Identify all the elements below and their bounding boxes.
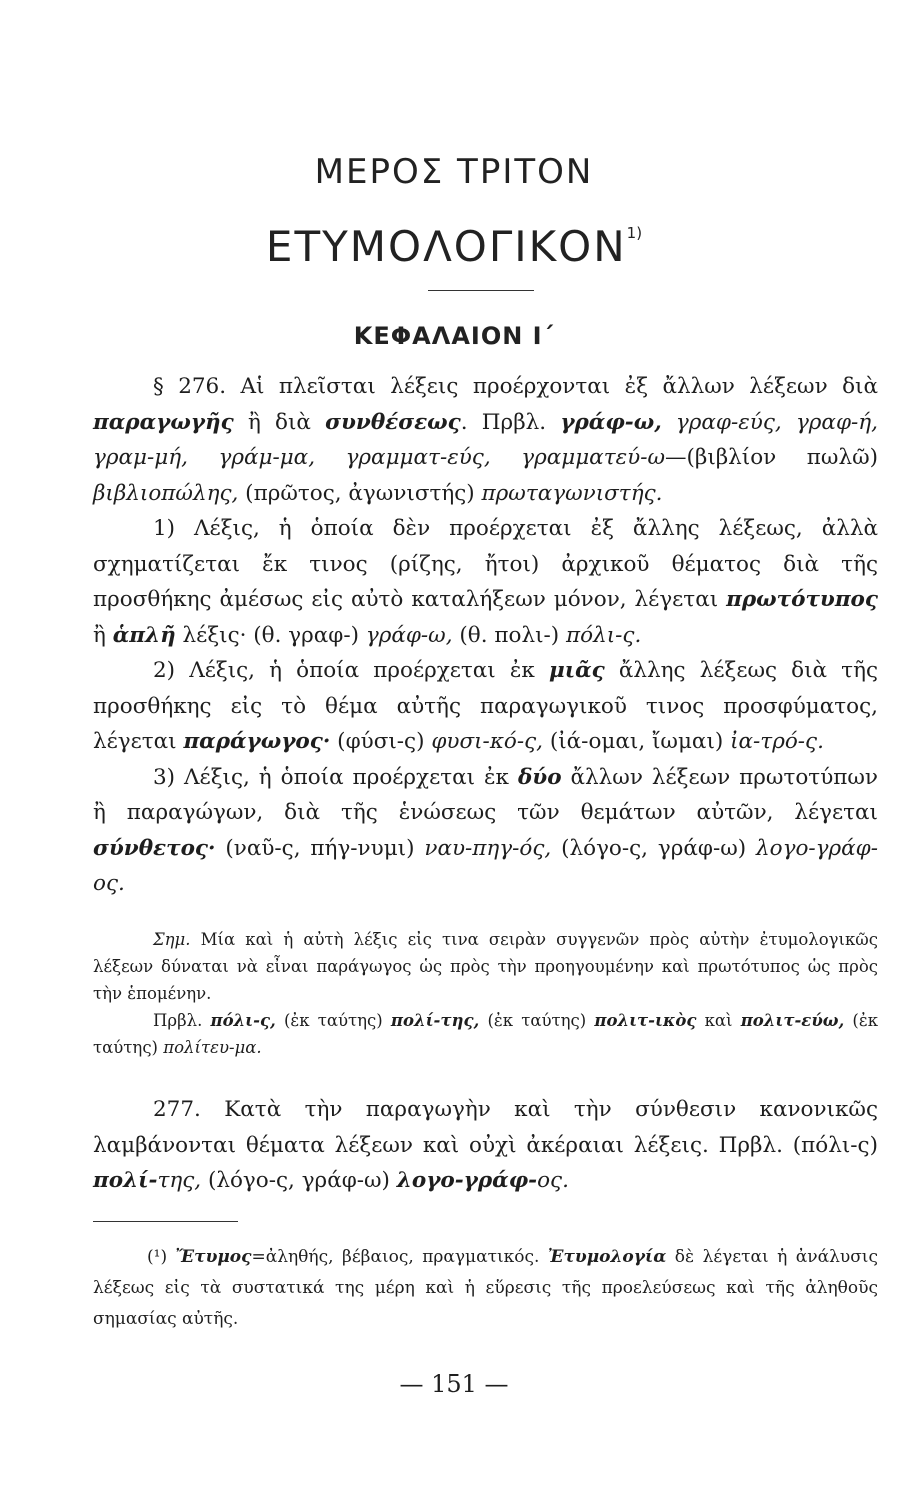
text: (πρῶτος, ἀγωνιστής) — [238, 480, 482, 506]
example-bold: λογο-γράφ- — [396, 1168, 538, 1193]
text: 2) Λέξις, ἡ ὁποία προέρχεται ἐκ — [153, 658, 549, 683]
example-italic: ος. — [537, 1168, 569, 1193]
example-italic: πολίτευ-μα. — [163, 1038, 262, 1057]
term-apli: ἁπλῆ — [112, 622, 176, 648]
book-title — [0, 222, 908, 271]
remark-paragraph — [93, 926, 878, 1007]
example-italic: γράφ-ω, — [365, 622, 453, 648]
term-paragogi: παραγωγῆς — [93, 409, 234, 435]
text: (λόγο-ς, γράφ-ω) — [201, 1168, 397, 1193]
term-synthesi: συνθέσεως — [325, 409, 461, 435]
text: —(βιβλίον πωλῶ) — [665, 445, 878, 470]
text: Μία καὶ ἡ αὐτὴ λέξις εἰς τινα σειρὰν συγγενῶν πρὸς αὐτὴν ἐτυμολογικῶς λέξεων δύναται νὰ εἶναι παράγωγος ὡς πρὸς τὴν προηγουμένην καὶ πρωτότυπος ὡς πρὸς τὴν ἑπομένην. — [93, 930, 878, 1003]
term-etymologia: Ἐτυμολογία — [547, 1247, 667, 1267]
remark-examples — [93, 1007, 878, 1061]
footnote-ref: 1) — [626, 224, 643, 242]
text: ἢ διὰ — [233, 409, 326, 435]
example-italic: της, — [157, 1168, 202, 1193]
example-italic: ἰα-τρό-ς. — [730, 729, 824, 754]
example-bold: πόλι-ς, — [210, 1011, 276, 1030]
footnote-divider — [93, 1221, 238, 1222]
text: § 276. Αἱ πλεῖσται λέξεις προέρχονται ἐξ ἄλλων λέξεων διὰ — [153, 374, 878, 399]
example-italic: γραφ-εύς, γραφ-ή, γραμ-μή, γράμ-μα, γραμματ-εύς, γραμματεύ-ω — [93, 409, 878, 470]
example-bold: πολιτ-ικὸς — [594, 1011, 697, 1030]
paragraph-277 — [93, 1092, 878, 1199]
footnote-marker: (¹) — [147, 1247, 176, 1267]
example-bold: πολιτ-εύω, — [740, 1011, 845, 1030]
text: καὶ — [696, 1011, 741, 1030]
text: (ἐκ ταύτης) — [93, 1011, 879, 1057]
text: (φύσι-ς) — [330, 729, 432, 754]
example-italic: φυσι-κό-ς, — [431, 729, 544, 754]
paragraph-item-1 — [93, 511, 878, 653]
text: (ναῦ-ς, πήγ-νυμι) — [215, 835, 425, 861]
chapter-heading: ΚΕΦΑΛΑΙΟΝ Ι΄ — [353, 322, 555, 350]
page-number: — 151 — — [399, 1370, 509, 1398]
text: (ἐκ ταύτης) — [479, 1011, 595, 1030]
text: . Πρβλ. — [460, 409, 561, 435]
term-etymos: Ἔτυμος — [175, 1247, 252, 1267]
example-italic: πρωταγωνιστής. — [481, 480, 663, 506]
text: 3) Λέξις, ἡ ὁποία προέρχεται ἐκ — [153, 764, 518, 790]
text: =ἀληθής, βέβαιος, πραγματικός. — [251, 1247, 548, 1267]
text: (ἰά-ομαι, ἴωμαι) — [543, 729, 731, 754]
footnote-text — [93, 1242, 878, 1335]
example-bold: πολί-της, — [390, 1011, 480, 1030]
text: 277. Κατὰ τὴν παραγωγὴν καὶ τὴν σύνθεσιν κανονικῶς λαμβάνονται θέματα λέξεων καὶ οὐχὶ ἀκέραιαι λέξεις. Πρβλ. (πόλι-ς) — [93, 1097, 878, 1158]
paragraph-276 — [93, 369, 878, 511]
text: (ἐκ ταύτης) — [275, 1011, 391, 1030]
example-italic: ναυ-πηγ-ός, — [424, 835, 552, 861]
example-italic: βιβλιοπώλης, — [93, 480, 239, 506]
text: (θ. πολι-) — [452, 622, 567, 648]
section-276 — [93, 369, 878, 902]
example-italic: πόλι-ς. — [566, 622, 642, 648]
remark-label: Σημ. — [153, 930, 191, 949]
part-title: ΜΕΡΟΣ ΤΡΙΤΟΝ — [314, 152, 594, 192]
text: ἢ — [93, 622, 113, 648]
text: ἄλλης λέξεως διὰ τῆς προσθήκης εἰς τὸ θέμα αὐτῆς παραγωγικοῦ τινος προσφύματος, λέγεται — [93, 658, 878, 754]
example-bold: πολί- — [93, 1168, 158, 1193]
text: (λόγο-ς, γράφ-ω) — [551, 835, 757, 861]
footnote — [93, 1242, 878, 1335]
paragraph-item-2 — [93, 653, 878, 760]
example-bold: γράφ-ω, — [560, 409, 662, 435]
example-italic: λογο-γράφ-ος. — [93, 835, 878, 896]
book-title-text: ΕΤΥΜΟΛΟΓΙΚΟΝ — [265, 222, 627, 271]
term-prototypos: πρωτότυπος — [726, 587, 878, 612]
text: δὲ λέγεται ἡ ἀνάλυσις λέξεως εἰς τὰ συστατικά της μέρη καὶ ἡ εὕρεσις τῆς προελεύσεως καὶ τῆς ἀληθοῦς σημασίας αὐτῆς. — [93, 1247, 878, 1329]
term-paragogos: παράγωγος· — [183, 729, 331, 754]
remark-block — [93, 926, 878, 1061]
text: ἄλλων λέξεων πρωτοτύπων ἢ παραγώγων, διὰ τῆς ἑνώσεως τῶν θεμάτων αὐτῶν, λέγεται — [93, 764, 878, 825]
text: Πρβλ. — [153, 1011, 211, 1030]
paragraph-item-3 — [93, 760, 878, 902]
term-dyo: δύο — [517, 764, 562, 790]
title-divider — [428, 290, 534, 291]
term-mias: μιᾶς — [548, 658, 605, 683]
term-synthetos: σύνθετος· — [93, 835, 216, 861]
text: λέξις· (θ. γραφ-) — [175, 622, 366, 648]
section-277 — [93, 1092, 878, 1199]
text: 1) Λέξις, ἡ ὁποία δὲν προέρχεται ἐξ ἄλλης λέξεως, ἀλλὰ σχηματίζεται ἔκ τινος (ρίζης, ἤτοι) ἀρχικοῦ θέματος διὰ τῆς προσθήκης ἀμέσως εἰς αὐτὸ καταλήξεων μόνον, λέγεται — [93, 516, 878, 612]
